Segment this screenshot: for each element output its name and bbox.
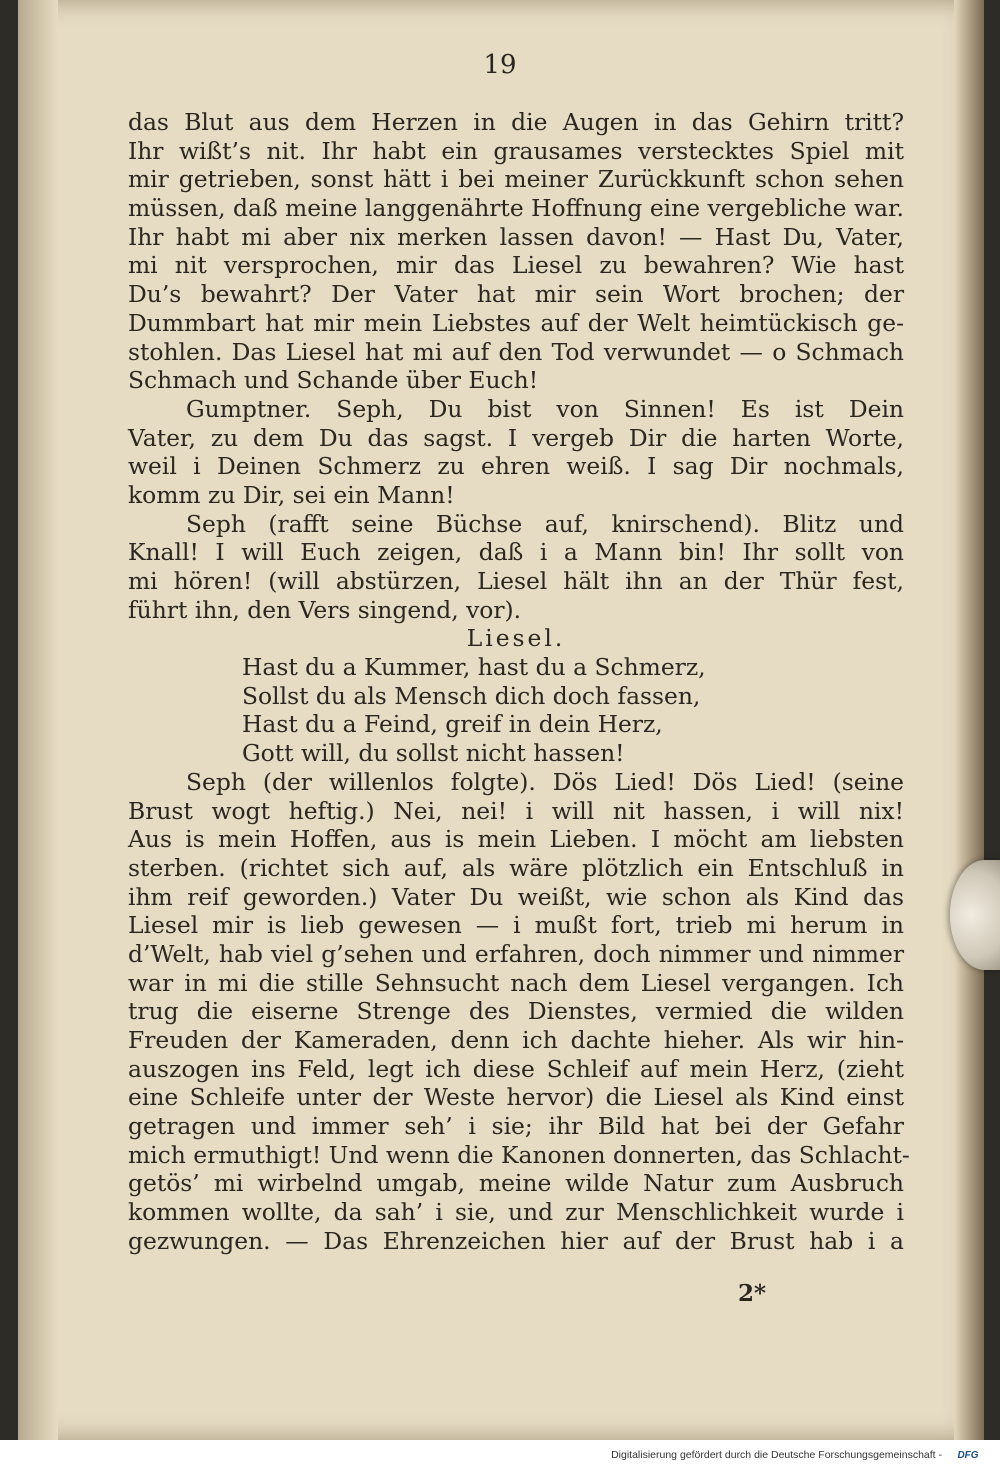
text-line: Liesel. <box>466 624 566 653</box>
text-line: eine Schleife unter der Weste hervor) die Liesel als Kind einst <box>128 1083 904 1112</box>
text-line: mich ermuthigt! Und wenn die Kanonen donnerten, das Schlacht- <box>128 1140 910 1169</box>
text-line: mir getrieben, sonst hätt i bei meiner Zurückkunft schon sehen <box>128 165 904 194</box>
page-number: 19 <box>483 50 517 80</box>
text-line: d’Welt, hab viel g’sehen und erfahren, doch nimmer und nimmer <box>128 939 904 968</box>
text-line: weil i Deinen Schmerz zu ehren weiß. I sag Dir nochmals, <box>128 452 904 481</box>
text-line: Seph (der willenlos folgte). Dös Lied! Dös Lied! (seine <box>186 767 904 796</box>
text-line: gezwungen. — Das Ehrenzeichen hier auf der Brust hab i a <box>128 1226 904 1255</box>
text-line: müssen, daß meine langgenährte Hoffnung eine vergebliche war. <box>128 194 904 223</box>
text-line: Gott will, du sollst nicht hassen! <box>242 739 625 768</box>
text-line: Knall! I will Euch zeigen, daß i a Mann bin! Ihr sollt von <box>128 538 904 567</box>
footer-bar <box>0 1440 1000 1473</box>
text-line: Aus is mein Hoffen, aus is mein Lieben. I möcht am liebsten <box>128 825 904 854</box>
page-spine-shadow <box>18 0 58 1440</box>
footer-credit: Digitalisierung gefördert durch die Deutsche Forschungsgemeinschaft - <box>611 1449 942 1461</box>
text-line: Schmach und Schande über Euch! <box>128 366 539 395</box>
text-line: Du’s bewahrt? Der Vater hat mir sein Wort brochen; der <box>128 280 904 309</box>
text-line: Brust wogt heftig.) Nei, nei! i will nit hassen, i will nix! <box>128 796 904 825</box>
text-line: getragen und immer seh’ i sie; ihr Bild hat bei der Gefahr <box>128 1112 904 1141</box>
text-line: war in mi die stille Sehnsucht nach dem Liesel vergangen. Ich <box>128 968 904 997</box>
text-line: ihm reif geworden.) Vater Du weißt, wie schon als Kind das <box>128 882 904 911</box>
text-line: Gumptner. Seph, Du bist von Sinnen! Es ist Dein <box>186 394 904 423</box>
text-line: das Blut aus dem Herzen in die Augen in das Gehirn tritt? <box>128 108 904 136</box>
text-line: Freuden der Kameraden, denn ich dachte hieher. Als wir hin- <box>128 1026 904 1054</box>
text-line: trug die eiserne Strenge des Dienstes, vermied die wilden <box>128 997 904 1026</box>
text-line: mi hören! (will abstürzen, Liesel hält ihn an der Thür fest, <box>128 567 904 595</box>
text-line: komm zu Dir, sei ein Mann! <box>128 480 455 509</box>
text-line: Ihr habt mi aber nix merken lassen davon! — Hast Du, Vater, <box>128 222 904 251</box>
dfg-logo-icon: DFG <box>957 1450 979 1461</box>
text-line: Ihr wißt’s nit. Ihr habt ein grausames verstecktes Spiel mit <box>128 136 904 165</box>
text-line: kommen wollte, da sah’ i sie, und zur Menschlichkeit wurde i <box>128 1198 904 1227</box>
text-line: Hast du a Feind, greif in dein Herz, <box>242 710 663 739</box>
text-line: stohlen. Das Liesel hat mi auf den Tod verwundet — o Schmach <box>128 337 904 366</box>
text-line: Dummbart hat mir mein Liebstes auf der Welt heimtückisch ge- <box>128 308 904 337</box>
signature-mark: 2* <box>738 1280 767 1307</box>
text-line: Vater, zu dem Du das sagst. I vergeb Dir die harten Worte, <box>128 423 904 452</box>
body-text <box>128 108 910 1256</box>
text-line: führt ihn, den Vers singend, vor). <box>128 595 522 624</box>
page-edge-shadow <box>954 0 984 1440</box>
text-line: getös’ mi wirbelnd umgab, meine wilde Natur zum Ausbruch <box>128 1169 904 1198</box>
text-line: Hast du a Kummer, hast du a Schmerz, <box>242 653 706 682</box>
text-line: sterben. (richtet sich auf, als wäre plötzlich ein Entschluß in <box>128 853 904 882</box>
text-line: Sollst du als Mensch dich doch fassen, <box>242 681 701 710</box>
text-line: Seph (rafft seine Büchse auf, knirschend). Blitz und <box>186 509 904 538</box>
text-line: auszogen ins Feld, legt ich diese Schleif auf mein Herz, (zieht <box>128 1054 904 1083</box>
text-line: mi nit versprochen, mir das Liesel zu bewahren? Wie hast <box>128 251 904 280</box>
text-line: Liesel mir is lieb gewesen — i mußt fort, trieb mi herum in <box>128 911 904 940</box>
